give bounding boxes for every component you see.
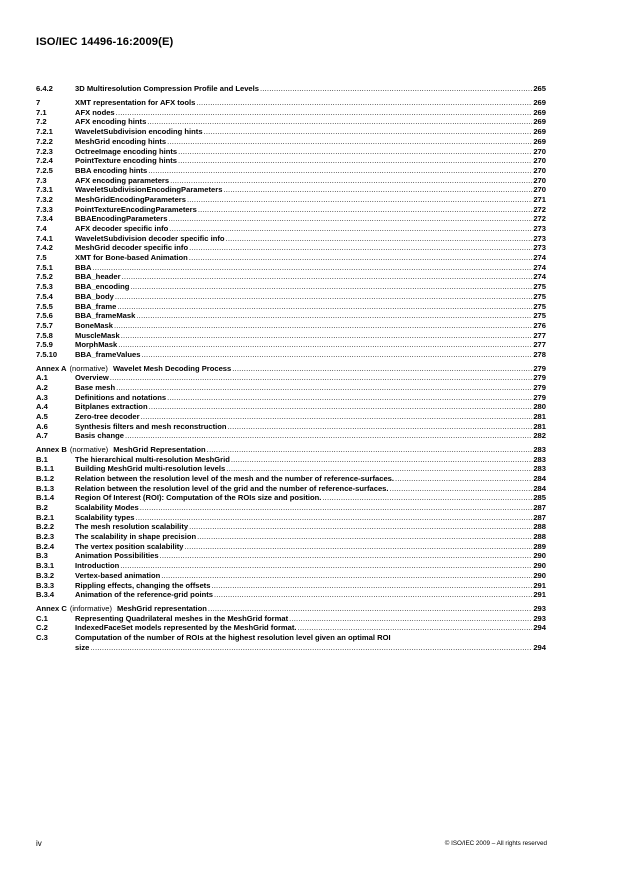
toc-entry-number: B.3.3 [36,580,55,590]
toc-entry-page: 273 [533,233,546,243]
toc-entry[interactable] [36,263,546,273]
toc-entry-page: 283 [533,444,546,454]
toc-entry-number: B.2.4 [36,541,55,551]
dot-leader [178,147,532,157]
toc-entry-title: AFX decoder specific info [75,224,169,234]
toc-entry[interactable] [36,484,546,494]
toc-entry-number: 7.1 [36,107,47,117]
annex-type: (normative) [69,444,109,454]
toc-entry-number: C.3 [36,632,48,642]
toc-entry-title: BBA_header [75,272,121,282]
toc-entry-title: WaveletSubdivision encoding hints [75,127,203,137]
toc-entry[interactable] [36,234,546,244]
toc-entry-page: 279 [533,363,546,373]
toc-entry-number: A.7 [36,431,48,441]
toc-entry-title: BBA_encoding [75,282,130,292]
toc-entry-title: Base mesh [75,382,116,392]
toc-entry[interactable] [36,532,546,542]
toc-entry[interactable] [36,493,546,503]
dot-leader [148,166,532,176]
dot-leader [189,522,532,532]
toc-entry[interactable] [36,513,546,523]
dot-leader [167,137,532,147]
toc-entry-page: 287 [533,503,546,513]
document-header: ISO/IEC 14496-16:2009(E) [36,36,174,48]
toc-entry-title [70,604,207,614]
toc-entry-page: 277 [533,340,546,350]
toc-entry-title: IndexedFaceSet models represented by the MeshGrid format. [75,623,297,633]
toc-entry-title: The scalability in shape precision [75,532,197,542]
toc-entry[interactable] [36,542,546,552]
dot-leader [125,431,532,441]
toc-entry-title: BBA_body [75,291,114,301]
dot-leader [116,108,533,118]
toc-entry[interactable] [36,581,546,591]
toc-entry-page: 294 [533,642,546,652]
dot-leader [121,331,533,341]
dot-leader [298,623,533,633]
toc-entry-page: 269 [533,117,546,127]
toc-entry-page: 290 [533,551,546,561]
toc-entry-number: B.2.2 [36,522,55,532]
toc-entry-title: MeshGrid encoding hints [75,136,167,146]
toc-entry-title: Definitions and notations [75,392,167,402]
toc-entry[interactable] [36,402,546,412]
toc-entry-title: AFX encoding hints [75,117,147,127]
toc-entry-page: 269 [533,136,546,146]
toc-entry-title: The vertex position scalability [75,541,184,551]
dot-leader [226,234,533,244]
toc-entry-page: 269 [533,127,546,137]
toc-entry[interactable] [36,393,546,403]
annex-type: (normative) [69,363,108,373]
toc-entry-number: 7.5.7 [36,320,53,330]
toc-entry-title: BBA_frameMask [75,311,136,321]
table-of-contents [36,84,546,652]
toc-entry[interactable] [36,214,546,224]
annex-title: Wavelet Mesh Decoding Process [112,363,232,373]
toc-entry-title: WaveletSubdivisionEncodingParameters [75,185,223,195]
toc-entry-page: 293 [533,613,546,623]
dot-leader [189,253,533,263]
toc-entry-page: 279 [533,373,546,383]
toc-entry-title [70,445,206,455]
toc-entry-page: 271 [533,194,546,204]
toc-entry[interactable] [36,224,546,234]
toc-entry-title: XMT representation for AFX tools [75,98,196,108]
toc-entry[interactable] [36,282,546,292]
toc-entry-title: WaveletSubdivision decoder specific info [75,233,225,243]
dot-leader [118,340,532,350]
toc-entry[interactable] [36,551,546,561]
toc-entry-number: 7.5.4 [36,291,53,301]
toc-entry[interactable] [36,445,546,455]
toc-entry-page: 280 [533,402,546,412]
toc-entry[interactable] [36,302,546,312]
toc-entry-title: Scalability types [75,512,135,522]
toc-entry[interactable] [36,522,546,532]
toc-entry[interactable] [36,127,546,137]
dot-leader [141,350,532,360]
toc-entry-number: B.2.1 [36,512,55,522]
toc-entry-number: B.1 [36,454,48,464]
toc-entry[interactable] [36,373,546,383]
toc-entry-number: 7.2.4 [36,156,53,166]
toc-entry-page: 294 [533,623,546,633]
toc-entry[interactable] [36,137,546,147]
toc-entry[interactable] [36,292,546,302]
toc-entry-number: A.3 [36,392,48,402]
toc-entry-number: B.1.1 [36,464,55,474]
toc-entry-title: Zero-tree decoder [75,411,140,421]
toc-entry[interactable] [36,176,546,186]
toc-entry-page: 275 [533,301,546,311]
dot-leader [211,581,532,591]
toc-entry-page: 270 [533,185,546,195]
copyright-notice: © ISO/IEC 2009 – All rights reserved [444,840,547,847]
toc-entry-number: 7.3 [36,175,47,185]
toc-entry-page: 284 [533,483,546,493]
toc-entry-page: 279 [533,392,546,402]
toc-entry-page: 274 [533,253,546,263]
toc-entry-page: 281 [533,421,546,431]
toc-entry[interactable] [36,147,546,157]
toc-entry-page: 285 [533,493,546,503]
toc-entry-number: 7.2.2 [36,136,53,146]
toc-entry-page: 291 [533,590,546,600]
toc-entry-number: B.3.4 [36,590,55,600]
dot-leader [198,205,533,215]
toc-entry[interactable] [36,350,546,360]
toc-entry-title: The hierarchical multi-resolution MeshGrid [75,454,230,464]
toc-entry[interactable] [36,108,546,118]
toc-entry[interactable] [36,604,546,614]
toc-entry-number: B.3.1 [36,561,55,571]
toc-entry-number: 7.4.2 [36,243,53,253]
toc-entry-number: 7.3.3 [36,204,53,214]
toc-entry[interactable] [36,243,546,253]
toc-entry-page: 269 [533,98,546,108]
toc-entry-page: 276 [533,320,546,330]
toc-entry-title: BBAEncodingParameters [75,214,168,224]
toc-entry[interactable] [36,503,546,513]
toc-entry-number: A.5 [36,411,48,421]
toc-entry-page: 277 [533,330,546,340]
dot-leader [289,614,532,624]
toc-entry-title: Introduction [75,561,120,571]
dot-leader [184,542,532,552]
toc-entry-title: BoneMask [75,320,113,330]
toc-entry-number: Annex A [36,363,67,373]
toc-entry-title: AFX nodes [75,107,115,117]
toc-entry-page: 273 [533,243,546,253]
toc-entry-number: B.1.3 [36,483,55,493]
toc-entry-page: 270 [533,165,546,175]
toc-entry[interactable] [36,321,546,331]
toc-entry-number: B.2 [36,503,48,513]
dot-leader [115,292,533,302]
toc-entry[interactable] [36,561,546,571]
toc-entry-page: 270 [533,156,546,166]
toc-entry[interactable] [36,383,546,393]
dot-leader [117,302,532,312]
dot-leader [136,513,533,523]
toc-entry-number: 7.3.2 [36,194,53,204]
toc-entry-number: A.6 [36,421,48,431]
toc-entry-title: MuscleMask [75,330,120,340]
toc-entry-title: MorphMask [75,340,118,350]
toc-entry-page: 288 [533,522,546,532]
dot-leader [136,311,532,321]
toc-entry-page: 275 [533,311,546,321]
dot-leader [231,455,532,465]
toc-entry[interactable] [36,464,546,474]
toc-entry-title: Bitplanes extraction [75,402,148,412]
toc-entry[interactable] [36,364,546,374]
toc-entry-number: 7.5.3 [36,282,53,292]
toc-entry[interactable] [36,117,546,127]
dot-leader [189,243,532,253]
toc-entry-title: Region Of Interest (ROI): Computation of the ROIs size and position. [75,493,322,503]
toc-entry-number: A.1 [36,373,48,383]
dot-leader [395,474,532,484]
dot-leader [114,321,532,331]
dot-leader [228,422,533,432]
dot-leader [197,532,532,542]
toc-entry-title: PointTexture encoding hints [75,156,177,166]
page-number: iv [36,839,42,848]
dot-leader [122,272,533,282]
toc-entry-number: 7.2.3 [36,146,53,156]
toc-entry-number: 7.5.5 [36,301,53,311]
toc-entry-number: 7.5 [36,253,47,263]
toc-entry[interactable] [36,623,546,633]
toc-entry[interactable] [36,84,546,94]
toc-entry-number: 7.5.2 [36,272,53,282]
toc-entry-page: 273 [533,224,546,234]
toc-entry-number: 7.3.1 [36,185,53,195]
toc-entry-title: BBA [75,262,92,272]
toc-entry-number: 7.3.4 [36,214,53,224]
toc-entry-page: 278 [533,349,546,359]
toc-entry-title: 3D Multiresolution Compression Profile and Levels [75,84,259,93]
dot-leader [207,445,533,455]
toc-entry-page: 288 [533,532,546,542]
toc-entry-page: 272 [533,214,546,224]
toc-entry-page: 283 [533,454,546,464]
toc-entry-number: Annex C [36,603,67,613]
annex-title: MeshGrid representation [117,603,207,613]
dot-leader [322,493,532,503]
toc-entry[interactable] [36,311,546,321]
toc-entry-page: 283 [533,464,546,474]
dot-leader [141,412,533,422]
toc-entry[interactable] [36,590,546,600]
toc-entry-number: 7.5.9 [36,340,53,350]
dot-leader [168,214,532,224]
dot-leader [223,185,532,195]
dot-leader [260,84,532,94]
toc-entry-number: B.1.2 [36,473,55,483]
toc-entry-page: 290 [533,570,546,580]
dot-leader [196,98,532,108]
toc-entry-number: A.4 [36,402,48,412]
toc-entry-title: MeshGridEncodingParameters [75,194,186,204]
toc-entry-page: 279 [533,382,546,392]
toc-entry[interactable] [36,455,546,465]
toc-entry-title: XMT for Bone-based Animation [75,253,188,263]
dot-leader [167,393,532,403]
toc-entry-number: 7.2.1 [36,127,53,137]
toc-entry-title: BBA_frame [75,301,117,311]
toc-entry-number: B.3 [36,551,48,561]
dot-leader [92,263,532,273]
dot-leader [90,643,532,653]
toc-entry-number: B.3.2 [36,570,55,580]
annex-title: MeshGrid Representation [113,444,206,454]
dot-leader [187,195,532,205]
toc-entry-title: Overview [75,373,109,383]
toc-entry[interactable] [36,422,546,432]
toc-entry-title: MeshGrid decoder specific info [75,243,189,253]
annex-type: (informative) [69,603,113,613]
toc-entry[interactable] [36,166,546,176]
toc-entry-number: 7.5.6 [36,311,53,321]
toc-entry-number: C.2 [36,623,48,633]
toc-entry-title [70,364,232,374]
toc-entry-page: 291 [533,580,546,590]
toc-entry-number: Annex B [36,444,67,454]
toc-entry-title: Rippling effects, changing the offsets [75,580,211,590]
dot-leader [161,571,532,581]
toc-entry-number: 7.4.1 [36,233,53,243]
dot-leader [130,282,532,292]
toc-entry-title: Animation Possibilities [75,551,159,561]
toc-entry[interactable] [36,633,546,643]
toc-entry-number: 7.5.10 [36,349,58,359]
toc-entry-page: 275 [533,291,546,301]
toc-entry-title-continued: size [75,642,90,652]
toc-entry-number: 7.5.1 [36,262,53,272]
dot-leader [232,364,532,374]
toc-entry-title: OctreeImage encoding hints [75,146,178,156]
toc-entry-page: 274 [533,262,546,272]
toc-entry-number: B.2.3 [36,532,55,542]
toc-entry-page: 284 [533,473,546,483]
dot-leader [226,464,532,474]
toc-entry[interactable] [36,272,546,282]
toc-entry-title: Building MeshGrid multi-resolution levels [75,464,226,474]
toc-entry-title: PointTextureEncodingParameters [75,204,197,214]
dot-leader [116,383,532,393]
toc-entry-page: 290 [533,561,546,571]
toc-entry-title: Scalability Modes [75,503,139,513]
toc-entry-title: BBA encoding hints [75,165,148,175]
toc-entry-title: AFX encoding parameters [75,175,170,185]
toc-entry-title: The mesh resolution scalability [75,522,189,532]
toc-entry-title: Representing Quadrilateral meshes in the MeshGrid format [75,613,289,623]
toc-entry-number: B.1.4 [36,493,55,503]
toc-entry-page: 281 [533,411,546,421]
toc-entry[interactable] [36,474,546,484]
toc-entry[interactable] [36,205,546,215]
toc-entry[interactable] [36,340,546,350]
toc-entry-title: Relation between the resolution level of the mesh and the number of reference-surfaces. [75,473,395,483]
dot-leader [390,484,533,494]
dot-leader [169,224,532,234]
dot-leader [170,176,532,186]
toc-entry-number: 7.2 [36,117,47,127]
dot-leader [147,117,532,127]
toc-entry[interactable] [36,156,546,166]
toc-entry-page: 289 [533,541,546,551]
dot-leader [120,561,532,571]
toc-entry-title: Basis change [75,431,124,441]
toc-entry[interactable] [36,331,546,341]
toc-entry-page: 275 [533,282,546,292]
toc-entry-page: 270 [533,146,546,156]
toc-entry-number: 7.4 [36,224,47,234]
toc-entry-continuation[interactable] [36,643,546,653]
toc-entry[interactable] [36,571,546,581]
toc-entry-title: Computation of the number of ROIs at the highest resolution level given an optimal ROI [75,632,391,642]
toc-entry-page: 282 [533,431,546,441]
toc-entry[interactable] [36,431,546,441]
toc-entry-title: Synthesis filters and mesh reconstruction [75,421,227,431]
toc-entry-page: 270 [533,175,546,185]
dot-leader [110,373,533,383]
toc-entry-page: 265 [533,84,546,93]
toc-entry-page: 269 [533,107,546,117]
toc-entry-page: 293 [533,603,546,613]
toc-entry[interactable] [36,412,546,422]
toc-entry-number: 7.5.8 [36,330,53,340]
dot-leader [160,551,533,561]
toc-entry-number: 7 [36,98,41,108]
toc-entry[interactable] [36,195,546,205]
toc-entry-title: BBA_frameValues [75,349,141,359]
toc-entry-title: Vertex-based animation [75,570,161,580]
toc-entry[interactable] [36,98,546,108]
toc-entry[interactable] [36,614,546,624]
toc-entry-number: A.2 [36,382,48,392]
toc-entry[interactable] [36,185,546,195]
toc-entry-page: 287 [533,512,546,522]
toc-entry[interactable] [36,253,546,263]
toc-entry-page: 274 [533,272,546,282]
dot-leader [204,127,533,137]
dot-leader [178,156,532,166]
dot-leader [214,590,532,600]
toc-entry-title: Animation of the reference-grid points [75,590,213,600]
toc-entry-number: 7.2.5 [36,165,53,175]
dot-leader [140,503,533,513]
dot-leader [149,402,533,412]
toc-entry-title: Relation between the resolution level of the grid and the number of reference-surfaces. [75,483,389,493]
toc-entry-number: 6.4.2 [36,84,53,93]
dot-leader [208,604,532,614]
toc-entry-page: 272 [533,204,546,214]
toc-entry-number: C.1 [36,613,48,623]
